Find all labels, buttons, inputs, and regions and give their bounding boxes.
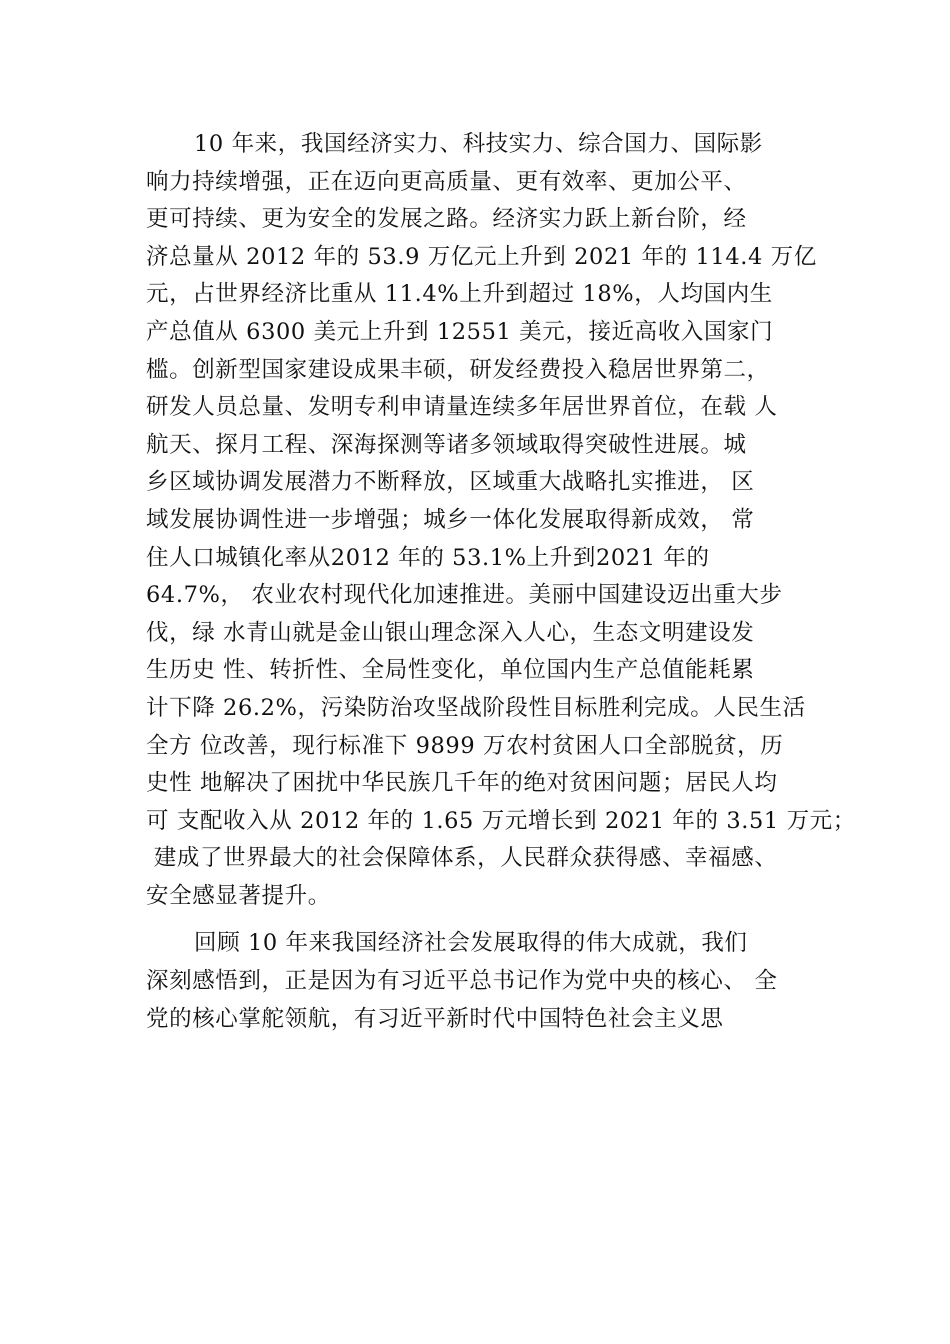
text-line: 建成了世界最大的社会保障体系，人民群众获得感、幸福感、 bbox=[146, 845, 778, 872]
text-line: 64.7%， 农业农村现代化加速推进。美丽中国建设迈出重大步 bbox=[146, 582, 783, 609]
text-line: 研发人员总量、发明专利申请量连续多年居世界首位，在载 人 bbox=[146, 394, 778, 421]
text-line: 深刻感悟到，正是因为有习近平总书记作为党中央的核心、 全 bbox=[146, 968, 778, 995]
paragraph-1 bbox=[146, 126, 856, 915]
text-line: 可 支配收入从 2012 年的 1.65 万元增长到 2021 年的 3.51 万元； bbox=[146, 807, 856, 834]
text-line: 域发展协调性进一步增强；城乡一体化发展取得新成效， 常 bbox=[146, 506, 755, 533]
text-line: 10 年来，我国经济实力、科技实力、综合国力、国际影 bbox=[194, 131, 763, 157]
body-text bbox=[146, 126, 856, 1038]
text-line: 回顾 10 年来我国经济社会发展取得的伟大成就，我们 bbox=[194, 930, 748, 957]
text-line: 全方 位改善，现行标准下 9899 万农村贫困人口全部脱贫，历 bbox=[146, 732, 784, 759]
paragraph-gap bbox=[146, 915, 846, 925]
text-line: 槛。创新型国家建设成果丰硕，研发经费投入稳居世界第二， bbox=[146, 356, 770, 383]
text-line: 伐，绿 水青山就是金山银山理念深入人心，生态文明建设发 bbox=[146, 619, 755, 646]
text-line: 更可持续、更为安全的发展之路。经济实力跃上新台阶，经 bbox=[146, 206, 747, 233]
text-line: 计下降 26.2%，污染防治攻坚战阶段性目标胜利完成。人民生活 bbox=[146, 694, 806, 721]
text-line: 住人口城镇化率从2012 年的 53.1%上升到2021 年的 bbox=[146, 544, 710, 571]
text-line: 航天、探月工程、深海探测等诸多领域取得突破性进展。城 bbox=[146, 431, 747, 458]
text-line: 响力持续增强，正在迈向更高质量、更有效率、更加公平、 bbox=[146, 168, 747, 195]
text-line: 济总量从 2012 年的 53.9 万亿元上升到 2021 年的 114.4 万亿 bbox=[146, 243, 817, 270]
paragraph-2 bbox=[146, 925, 846, 1038]
text-line: 产总值从 6300 美元上升到 12551 美元，接近高收入国家门 bbox=[146, 318, 774, 345]
text-line: 史性 地解决了困扰中华民族几千年的绝对贫困问题；居民人均 bbox=[146, 770, 778, 797]
text-line: 党的核心掌舵领航，有习近平新时代中国特色社会主义思 bbox=[146, 1005, 724, 1032]
text-line: 乡区域协调发展潜力不断释放，区域重大战略扎实推进， 区 bbox=[146, 469, 755, 496]
text-line: 生历史 性、转折性、全局性变化，单位国内生产总值能耗累 bbox=[146, 657, 755, 684]
text-line: 安全感显著提升。 bbox=[146, 882, 331, 909]
text-line: 元，占世界经济比重从 11.4%上升到超过 18%，人均国内生 bbox=[146, 281, 773, 308]
